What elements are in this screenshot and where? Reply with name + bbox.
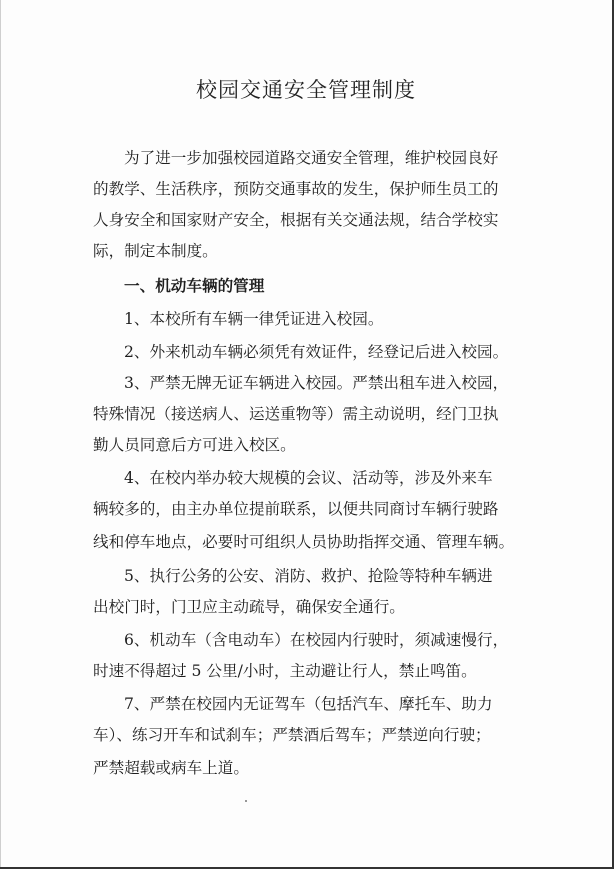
text-line: 出校门时，门卫应主动疏导，确保安全通行。: [93, 598, 405, 616]
text-line: 4、在校内举办较大规模的会议、活动等，涉及外来车: [124, 469, 493, 487]
section-heading: 一、机动车辆的管理: [124, 277, 265, 295]
document-title: 校园交通安全管理制度: [196, 78, 416, 102]
text-line: 3、严禁无牌无证车辆进入校园。严禁出租车进入校园，: [124, 374, 509, 392]
text-line: 人身安全和国家财产安全，根据有关交通法规，结合学校实: [93, 211, 499, 229]
text-line: 7、严禁在校园内无证驾车（包括汽车、摩托车、助力: [124, 695, 493, 713]
text-line: 特殊情况（接送病人、运送重物等）需主动说明，经门卫执: [93, 405, 499, 423]
text-line: 的教学、生活秩序，预防交通事故的发生，保护师生员工的: [93, 180, 499, 198]
text-line: 1、本校所有车辆一律凭证进入校园。: [124, 310, 384, 328]
text-line: 6、机动车（含电动车）在校园内行驶时，须减速慢行，: [124, 631, 509, 649]
text-line: 为了进一步加强校园道路交通安全管理，维护校园良好: [124, 149, 499, 167]
text-line: 勤人员同意后方可进入校区。: [93, 436, 296, 454]
text-line: 严禁超载或病车上道。: [93, 759, 249, 777]
text-line: 2、外来机动车辆必须凭有效证件，经登记后进入校园。: [124, 343, 509, 361]
text-line: 辆较多的，由主办单位提前联系，以便共同商讨车辆行驶路: [93, 500, 499, 518]
text-line: 车）、练习开车和试刹车；严禁酒后驾车；严禁逆向行驶；: [93, 726, 491, 744]
text-line: 时速不得超过 5 公里/小时，主动避让行人，禁止鸣笛。: [93, 662, 477, 680]
text-line: 际，制定本制度。: [93, 242, 218, 260]
text-line: 5、执行公务的公安、消防、救护、抢险等特种车辆进: [124, 567, 493, 585]
text-line: 线和停车地点，必要时可组织人员协助指挥交通、管理车辆。: [93, 533, 515, 551]
scan-speck: [245, 800, 247, 802]
